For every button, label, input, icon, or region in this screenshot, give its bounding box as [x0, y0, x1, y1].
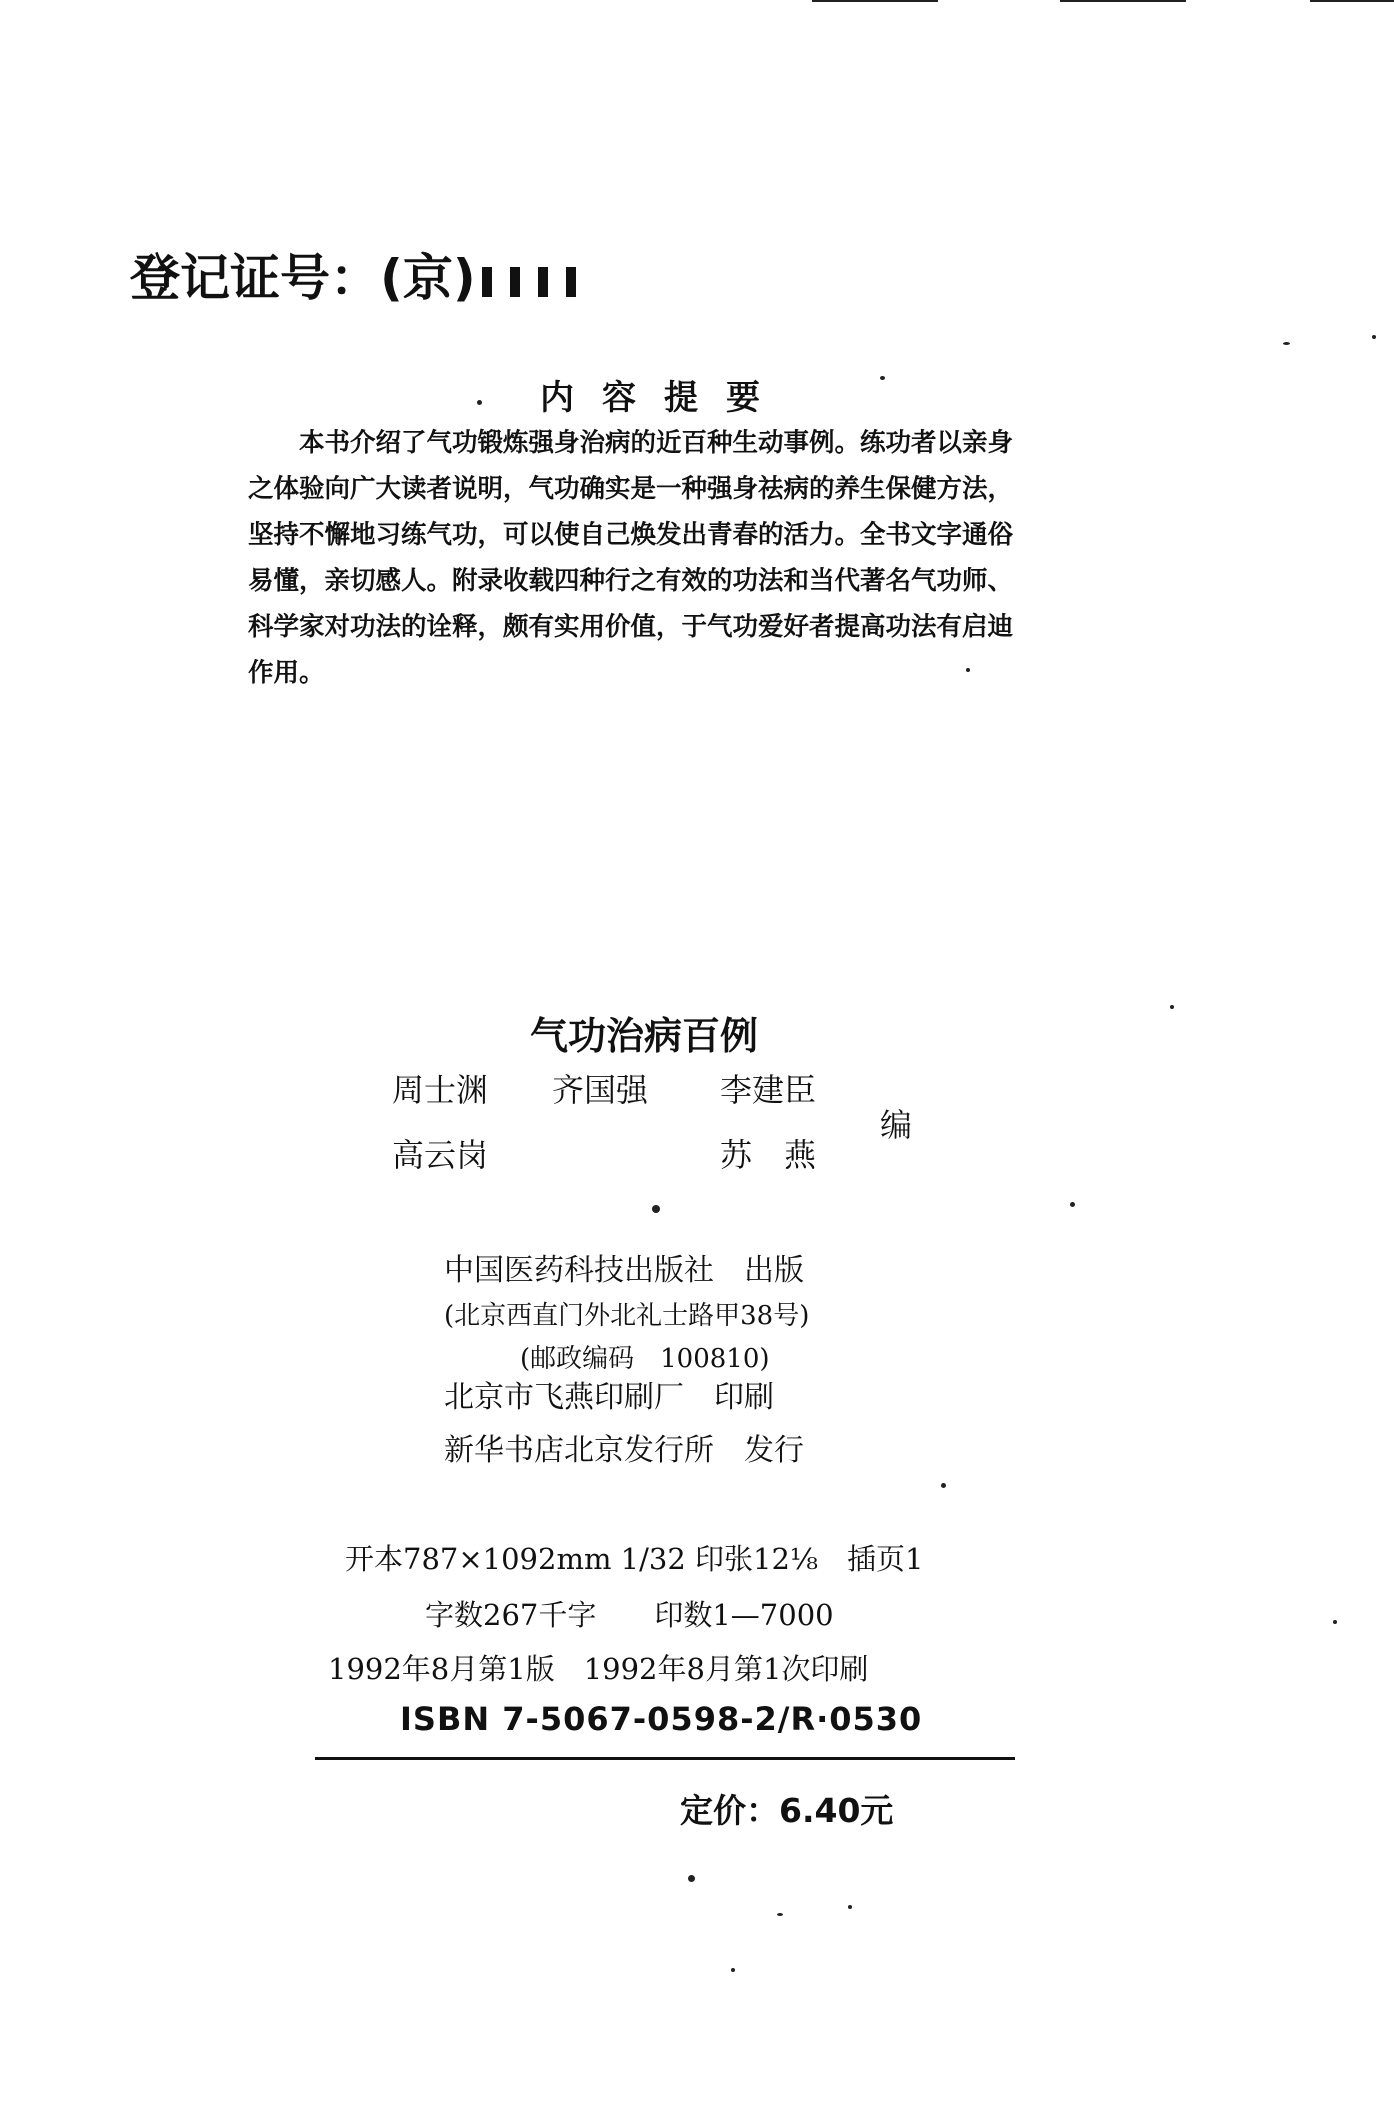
scan-speck — [941, 1483, 946, 1488]
scan-speck — [966, 668, 970, 672]
author-name: 高云岗 — [392, 1136, 489, 1174]
scan-speck — [848, 1905, 852, 1909]
publisher-address: (北京西直门外北礼士路甲38号) — [444, 1301, 810, 1331]
scan-speck — [1070, 1202, 1075, 1207]
author-name: 李建臣 — [720, 1071, 817, 1109]
scan-line — [812, 0, 938, 2]
distributor: 新华书店北京发行所 发行 — [444, 1433, 804, 1468]
divider-rule — [315, 1757, 1015, 1760]
edition-info: 1992年8月第1版 1992年8月第1次印刷 — [328, 1652, 869, 1686]
isbn: ISBN 7-5067-0598-2/R·0530 — [400, 1700, 923, 1738]
author-name: 周士渊 — [392, 1071, 489, 1109]
publisher: 中国医药科技出版社 出版 — [444, 1253, 804, 1288]
format-spec: 开本787×1092mm 1/32 印张12⅛ 插页1 — [345, 1542, 924, 1576]
book-title: 气功治病百例 — [530, 1014, 759, 1058]
author-name: 齐国强 — [552, 1071, 649, 1109]
author-name: 苏 燕 — [720, 1136, 817, 1174]
editor-mark: 编 — [880, 1106, 913, 1144]
scan-speck — [688, 1875, 695, 1882]
scan-speck — [880, 376, 885, 380]
scan-speck — [1170, 1005, 1174, 1009]
abstract-text: 本书介绍了气功锻炼强身治病的近百种生动事例。练功者以亲身之体验向广大读者说明，气功确实是一种强身祛病的养生保健方法，坚持不懈地习练气功，可以使自己焕发出青春的活力。全书文字通俗易懂，亲切感人。附录收载四种行之有效的功法和当代著名气功师、科学家对功法的诠释，颇有实用价值，于气功爱好者提高功法有启迪作用。 — [248, 428, 1014, 688]
scan-speck — [477, 400, 482, 405]
scan-line — [1310, 0, 1394, 2]
registration-label: 登记证号：(京) — [130, 249, 476, 307]
price: 定价：6.40元 — [680, 1791, 894, 1830]
scan-speck — [1372, 335, 1376, 339]
scan-line — [1060, 0, 1186, 2]
scan-speck — [1333, 1620, 1337, 1624]
abstract-title: 内容提要 — [540, 378, 788, 418]
bullet-dot — [652, 1205, 660, 1213]
abstract-body — [248, 420, 1038, 696]
scan-speck — [1283, 342, 1290, 345]
word-count: 字数267千字 印数1—7000 — [425, 1598, 834, 1632]
scan-speck — [777, 1913, 783, 1916]
postcode: (邮政编码 100810) — [520, 1344, 770, 1374]
registration-number — [130, 238, 592, 310]
printer: 北京市飞燕印刷厂 印刷 — [444, 1380, 774, 1415]
scan-speck — [731, 1968, 735, 1972]
registration-number-smudge — [482, 267, 592, 297]
